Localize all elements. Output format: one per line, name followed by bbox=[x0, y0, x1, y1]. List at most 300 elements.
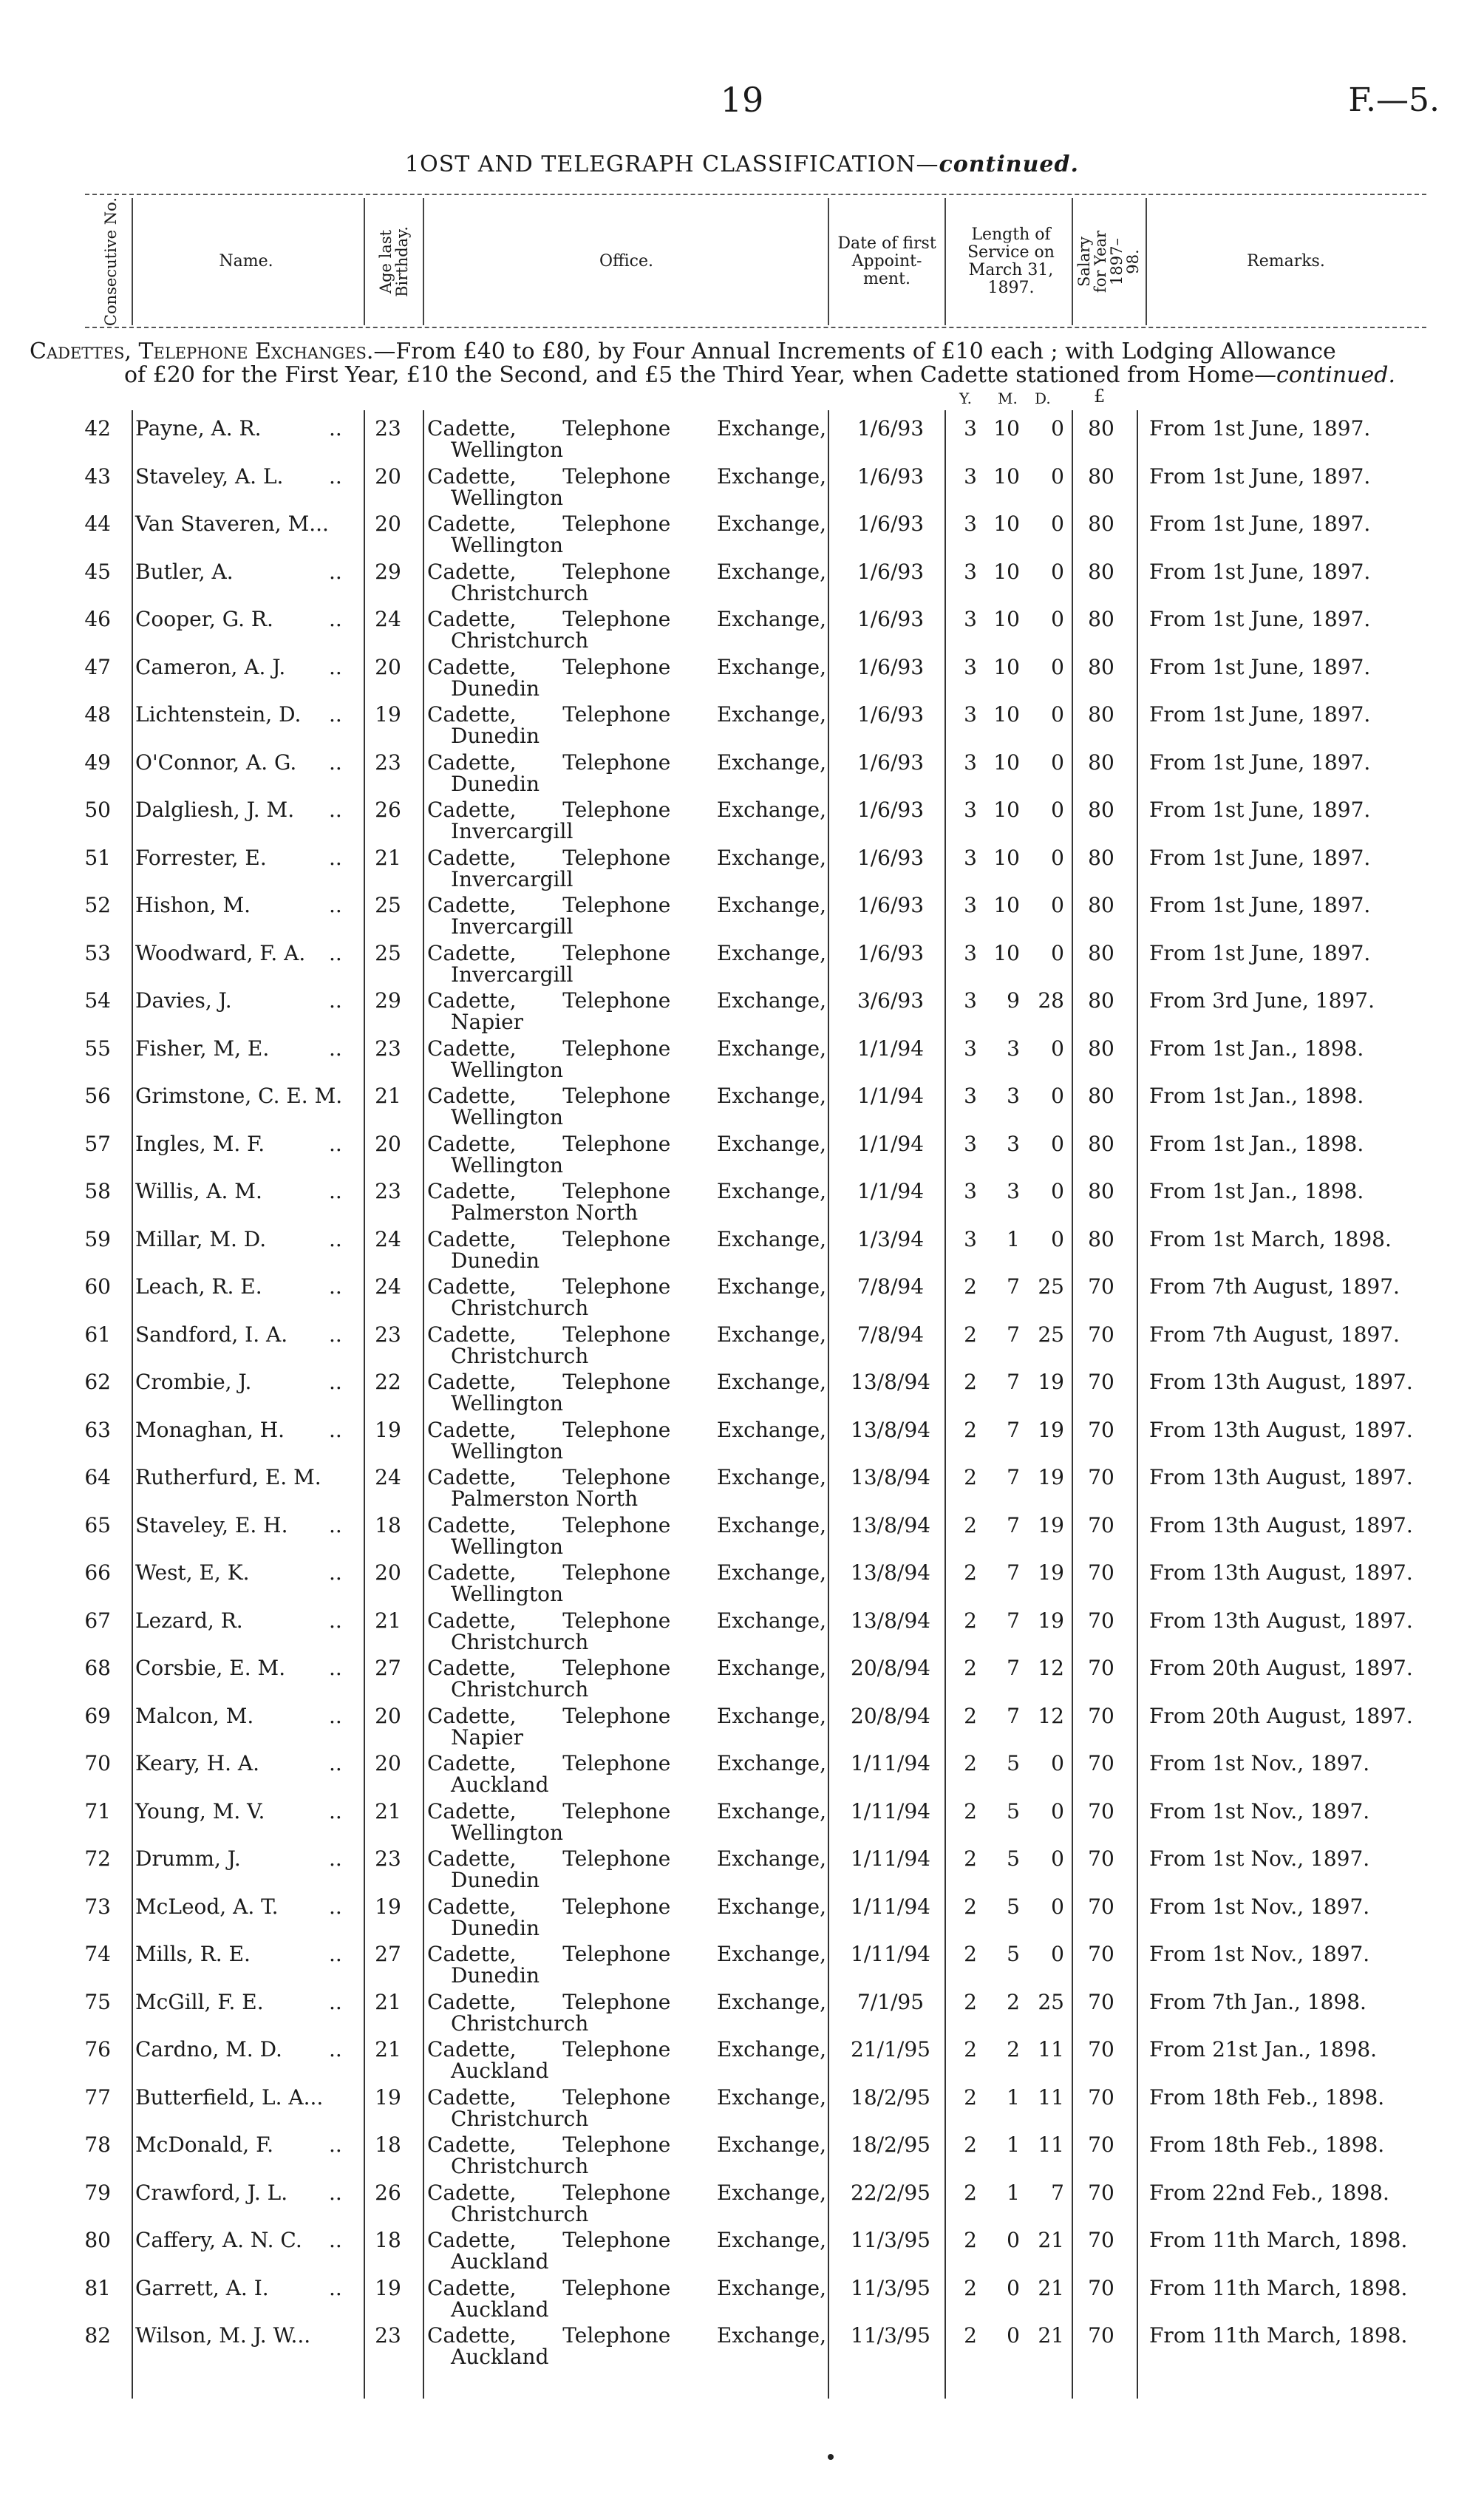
appointment-date: 1/11/94 bbox=[851, 1942, 930, 1966]
age: 29 bbox=[375, 988, 401, 1013]
remarks: From 1st June, 1897. bbox=[1149, 798, 1371, 822]
service-months: 9 bbox=[1007, 988, 1020, 1013]
employee-name: Mills, R. E. bbox=[135, 1942, 251, 1966]
row-number: 60 bbox=[84, 1274, 111, 1299]
service-years: 2 bbox=[964, 1322, 977, 1347]
table-row bbox=[0, 1698, 1484, 1750]
office-place: Christchurch bbox=[451, 2106, 589, 2131]
office-word: Exchange, bbox=[716, 463, 826, 489]
service-years: 2 bbox=[964, 2180, 977, 2205]
row-number: 51 bbox=[84, 845, 111, 870]
table-row bbox=[0, 935, 1484, 987]
employee-name: Lezard, R. bbox=[135, 1608, 243, 1633]
service-days: 19 bbox=[1038, 1512, 1064, 1537]
office-word: Telephone bbox=[562, 1370, 671, 1394]
salary: 80 bbox=[1088, 559, 1114, 584]
remarks: From 1st Jan., 1898. bbox=[1149, 1036, 1364, 1061]
office-word: Exchange, bbox=[716, 988, 826, 1013]
leader-dots: .. bbox=[329, 2132, 342, 2157]
row-number: 66 bbox=[84, 1560, 111, 1585]
appointment-date: 1/1/94 bbox=[857, 1084, 925, 1108]
header-divider bbox=[364, 198, 365, 325]
row-number: 56 bbox=[84, 1084, 111, 1108]
office-word: Telephone bbox=[562, 1703, 671, 1728]
leader-dots: .. bbox=[329, 702, 342, 727]
office-place: Auckland bbox=[451, 2059, 549, 2083]
office-word: Cadette, bbox=[427, 2323, 517, 2348]
office-word: Cadette, bbox=[427, 988, 517, 1013]
appointment-date: 1/11/94 bbox=[851, 1846, 930, 1871]
table-row bbox=[0, 1126, 1484, 1177]
office-word: Telephone bbox=[562, 2180, 671, 2205]
age: 19 bbox=[375, 2084, 401, 2110]
office-place: Wellington bbox=[451, 1105, 564, 1129]
table-row bbox=[0, 887, 1484, 939]
office-word: Telephone bbox=[562, 559, 671, 584]
leader-dots: .. bbox=[329, 607, 342, 631]
remarks: From 1st March, 1898. bbox=[1149, 1226, 1392, 1251]
office-word: Telephone bbox=[562, 893, 671, 917]
office-word: Telephone bbox=[562, 1656, 671, 1680]
age: 20 bbox=[375, 1560, 401, 1585]
row-number: 65 bbox=[84, 1512, 111, 1537]
office-word: Exchange, bbox=[716, 2084, 826, 2110]
remarks: From 1st Jan., 1898. bbox=[1149, 1179, 1364, 1203]
service-days: 0 bbox=[1051, 1751, 1064, 1775]
age: 23 bbox=[375, 1322, 401, 1347]
service-months: 7 bbox=[1007, 1370, 1020, 1394]
service-days: 0 bbox=[1051, 1226, 1064, 1251]
table-row bbox=[0, 792, 1484, 843]
table-row bbox=[0, 1268, 1484, 1320]
remarks: From 21st Jan., 1898. bbox=[1149, 2037, 1378, 2062]
service-years: 2 bbox=[964, 1894, 977, 1919]
office-word: Cadette, bbox=[427, 1703, 517, 1728]
appointment-date: 7/8/94 bbox=[857, 1274, 925, 1299]
salary: 70 bbox=[1088, 1798, 1114, 1823]
document-code: F.—5. bbox=[1348, 81, 1440, 119]
office-place: Invercargill bbox=[451, 962, 573, 987]
office-word: Exchange, bbox=[716, 654, 826, 679]
salary: 70 bbox=[1088, 1322, 1114, 1347]
page-number: 19 bbox=[720, 80, 764, 120]
service-months: 3 bbox=[1007, 1036, 1020, 1061]
row-number: 74 bbox=[84, 1942, 111, 1966]
office-place: Auckland bbox=[451, 1772, 549, 1797]
service-months: 7 bbox=[1007, 1274, 1020, 1299]
service-years: 2 bbox=[964, 1512, 977, 1537]
age: 20 bbox=[375, 1703, 401, 1728]
service-months: 5 bbox=[1007, 1846, 1020, 1871]
office-word: Cadette, bbox=[427, 750, 517, 775]
office-place: Wellington bbox=[451, 1391, 564, 1415]
office-place: Invercargill bbox=[451, 819, 573, 843]
employee-name: McDonald, F. bbox=[135, 2132, 274, 2157]
office-place: Dunedin bbox=[451, 724, 540, 748]
salary: 70 bbox=[1088, 1751, 1114, 1775]
employee-name: Rutherfurd, E. M. bbox=[135, 1465, 321, 1489]
service-years: 2 bbox=[964, 2084, 977, 2110]
service-months: 10 bbox=[993, 750, 1020, 775]
age: 23 bbox=[375, 1179, 401, 1203]
service-days: 12 bbox=[1038, 1703, 1064, 1728]
service-years: 2 bbox=[964, 1370, 977, 1394]
age: 23 bbox=[375, 2323, 401, 2348]
office-word: Cadette, bbox=[427, 1084, 517, 1108]
service-months: 7 bbox=[1007, 1703, 1020, 1728]
unit-pound: £ bbox=[1094, 386, 1106, 407]
office-word: Exchange, bbox=[716, 1894, 826, 1919]
row-number: 48 bbox=[84, 702, 111, 727]
office-word: Exchange, bbox=[716, 1274, 826, 1299]
leader-dots: .. bbox=[329, 654, 342, 679]
service-years: 2 bbox=[964, 1942, 977, 1966]
service-years: 3 bbox=[964, 750, 977, 775]
service-days: 19 bbox=[1038, 1370, 1064, 1394]
leader-dots: .. bbox=[329, 1036, 342, 1061]
service-months: 1 bbox=[1007, 1226, 1020, 1251]
office-word: Cadette, bbox=[427, 654, 517, 679]
service-years: 3 bbox=[964, 511, 977, 536]
office-word: Telephone bbox=[562, 463, 671, 489]
leader-dots: .. bbox=[329, 1226, 342, 1251]
office-word: Exchange, bbox=[716, 1656, 826, 1680]
employee-name: Garrett, A. I. bbox=[135, 2275, 269, 2300]
age: 21 bbox=[375, 845, 401, 870]
office-word: Exchange, bbox=[716, 416, 826, 441]
service-years: 2 bbox=[964, 1989, 977, 2014]
employee-name: Willis, A. M. bbox=[135, 1179, 262, 1203]
table-row bbox=[0, 2175, 1484, 2226]
salary: 80 bbox=[1088, 1179, 1114, 1203]
appointment-date: 1/11/94 bbox=[851, 1798, 930, 1823]
office-word: Telephone bbox=[562, 1989, 671, 2014]
appointment-date: 13/8/94 bbox=[851, 1465, 930, 1489]
office-place: Christchurch bbox=[451, 580, 589, 605]
remarks: From 13th August, 1897. bbox=[1149, 1608, 1413, 1633]
salary: 70 bbox=[1088, 2275, 1114, 2300]
service-days: 0 bbox=[1051, 1894, 1064, 1919]
appointment-date: 1/6/93 bbox=[857, 463, 925, 489]
employee-name: Forrester, E. bbox=[135, 845, 267, 870]
remarks: From 1st Nov., 1897. bbox=[1149, 1846, 1370, 1871]
service-months: 10 bbox=[993, 416, 1020, 441]
table-row bbox=[0, 744, 1484, 796]
salary: 80 bbox=[1088, 607, 1114, 631]
office-word: Cadette, bbox=[427, 1656, 517, 1680]
appointment-date: 7/8/94 bbox=[857, 1322, 925, 1347]
service-years: 3 bbox=[964, 416, 977, 441]
employee-name: Keary, H. A. bbox=[135, 1751, 260, 1775]
employee-name: Sandford, I. A. bbox=[135, 1322, 288, 1347]
office-word: Cadette, bbox=[427, 2275, 517, 2300]
table-row bbox=[0, 458, 1484, 510]
service-days: 19 bbox=[1038, 1417, 1064, 1442]
appointment-date: 13/8/94 bbox=[851, 1417, 930, 1442]
office-place: Wellington bbox=[451, 533, 564, 557]
employee-name: Leach, R. E. bbox=[135, 1274, 262, 1299]
service-months: 1 bbox=[1007, 2132, 1020, 2157]
table-row bbox=[0, 1507, 1484, 1559]
office-word: Exchange, bbox=[716, 893, 826, 917]
office-word: Telephone bbox=[562, 988, 671, 1013]
age: 27 bbox=[375, 1942, 401, 1966]
office-place: Wellington bbox=[451, 1152, 564, 1177]
leader-dots: .. bbox=[329, 559, 342, 584]
office-word: Cadette, bbox=[427, 1322, 517, 1347]
table-row bbox=[0, 554, 1484, 605]
office-word: Exchange, bbox=[716, 1417, 826, 1442]
employee-name: Lichtenstein, D. bbox=[135, 702, 302, 727]
salary: 80 bbox=[1088, 654, 1114, 679]
office-word: Exchange, bbox=[716, 1465, 826, 1489]
leader-dots: .. bbox=[329, 1417, 342, 1442]
leader-dots: .. bbox=[329, 1322, 342, 1347]
office-word: Exchange, bbox=[716, 1608, 826, 1633]
row-number: 50 bbox=[84, 798, 111, 822]
employee-name: Malcon, M. bbox=[135, 1703, 254, 1728]
row-number: 61 bbox=[84, 1322, 111, 1347]
service-months: 3 bbox=[1007, 1084, 1020, 1108]
office-word: Telephone bbox=[562, 2275, 671, 2300]
salary: 70 bbox=[1088, 1465, 1114, 1489]
employee-name: Cameron, A. J. bbox=[135, 654, 286, 679]
service-years: 3 bbox=[964, 893, 977, 917]
office-place: Wellington bbox=[451, 1438, 564, 1464]
age: 26 bbox=[375, 2180, 401, 2205]
service-months: 10 bbox=[993, 511, 1020, 536]
age: 21 bbox=[375, 1084, 401, 1108]
section-heading bbox=[30, 339, 1336, 364]
service-days: 21 bbox=[1038, 2275, 1064, 2300]
employee-name: Cooper, G. R. bbox=[135, 607, 273, 631]
table-row bbox=[0, 1936, 1484, 1988]
office-word: Cadette, bbox=[427, 1942, 517, 1966]
table-row bbox=[0, 1412, 1484, 1464]
table-row bbox=[0, 982, 1484, 1034]
appointment-date: 21/1/95 bbox=[851, 2037, 930, 2062]
employee-name: Butterfield, L. A... bbox=[135, 2084, 324, 2110]
row-number: 43 bbox=[84, 463, 111, 489]
service-months: 0 bbox=[1007, 2275, 1020, 2300]
age: 24 bbox=[375, 607, 401, 631]
office-word: Exchange, bbox=[716, 1322, 826, 1347]
office-place: Christchurch bbox=[451, 1296, 589, 1320]
office-word: Cadette, bbox=[427, 1751, 517, 1775]
age: 21 bbox=[375, 2037, 401, 2062]
row-number: 64 bbox=[84, 1465, 111, 1489]
remarks: From 1st June, 1897. bbox=[1149, 511, 1371, 536]
employee-name: Corsbie, E. M. bbox=[135, 1656, 286, 1680]
office-word: Exchange, bbox=[716, 1751, 826, 1775]
employee-name: Butler, A. bbox=[135, 559, 234, 584]
row-number: 76 bbox=[84, 2037, 111, 2062]
row-number: 79 bbox=[84, 2180, 111, 2205]
appointment-date: 1/6/93 bbox=[857, 893, 925, 917]
age: 23 bbox=[375, 416, 401, 441]
row-number: 77 bbox=[84, 2084, 111, 2110]
salary: 80 bbox=[1088, 511, 1114, 536]
office-word: Exchange, bbox=[716, 798, 826, 822]
age: 19 bbox=[375, 1417, 401, 1442]
salary: 70 bbox=[1088, 1512, 1114, 1537]
service-days: 0 bbox=[1051, 654, 1064, 679]
salary: 70 bbox=[1088, 2037, 1114, 2062]
employee-name: Ingles, M. F. bbox=[135, 1131, 265, 1156]
office-word: Exchange, bbox=[716, 1036, 826, 1061]
age: 27 bbox=[375, 1656, 401, 1680]
office-word: Exchange, bbox=[716, 1703, 826, 1728]
service-days: 0 bbox=[1051, 702, 1064, 727]
salary: 70 bbox=[1088, 2228, 1114, 2252]
office-word: Telephone bbox=[562, 1084, 671, 1108]
age: 19 bbox=[375, 1894, 401, 1919]
office-word: Cadette, bbox=[427, 607, 517, 631]
row-number: 71 bbox=[84, 1798, 111, 1823]
running-title-main: 1OST AND TELEGRAPH CLASSIFICATION— bbox=[405, 152, 939, 177]
appointment-date: 1/6/93 bbox=[857, 798, 925, 822]
service-months: 7 bbox=[1007, 1512, 1020, 1537]
header-divider bbox=[423, 198, 424, 325]
office-place: Christchurch bbox=[451, 1677, 589, 1702]
remarks: From 7th Jan., 1898. bbox=[1149, 1989, 1366, 2014]
service-days: 19 bbox=[1038, 1465, 1064, 1489]
office-word: Exchange, bbox=[716, 1846, 826, 1871]
remarks: From 1st Nov., 1897. bbox=[1149, 1798, 1370, 1823]
service-years: 3 bbox=[964, 940, 977, 965]
leader-dots: .. bbox=[329, 1274, 342, 1299]
office-place: Christchurch bbox=[451, 1629, 589, 1654]
leader-dots: .. bbox=[329, 1989, 342, 2014]
office-word: Cadette, bbox=[427, 1226, 517, 1251]
appointment-date: 1/1/94 bbox=[857, 1179, 925, 1203]
service-days: 0 bbox=[1051, 798, 1064, 822]
employee-name: Van Staveren, M... bbox=[135, 511, 329, 536]
service-months: 10 bbox=[993, 702, 1020, 727]
row-number: 70 bbox=[84, 1751, 111, 1775]
header-date: Date of first Appoint-ment. bbox=[837, 234, 936, 288]
office-place: Wellington bbox=[451, 1057, 564, 1082]
office-place: Auckland bbox=[451, 2297, 549, 2322]
service-years: 2 bbox=[964, 1465, 977, 1489]
table-row bbox=[0, 1793, 1484, 1845]
service-months: 7 bbox=[1007, 1656, 1020, 1680]
service-days: 0 bbox=[1051, 607, 1064, 631]
remarks: From 1st Nov., 1897. bbox=[1149, 1751, 1370, 1775]
employee-name: Cardno, M. D. bbox=[135, 2037, 282, 2062]
service-months: 7 bbox=[1007, 1608, 1020, 1633]
leader-dots: .. bbox=[329, 940, 342, 965]
header-office: Office. bbox=[599, 252, 654, 271]
service-months: 5 bbox=[1007, 1942, 1020, 1966]
service-days: 21 bbox=[1038, 2228, 1064, 2252]
office-word: Telephone bbox=[562, 1560, 671, 1585]
office-word: Telephone bbox=[562, 511, 671, 536]
service-months: 7 bbox=[1007, 1417, 1020, 1442]
section-description: —From £40 to £80, by Four Annual Increments of £10 each ; with Lodging Allowance bbox=[373, 339, 1336, 364]
salary: 80 bbox=[1088, 702, 1114, 727]
service-months: 5 bbox=[1007, 1894, 1020, 1919]
appointment-date: 1/11/94 bbox=[851, 1751, 930, 1775]
office-word: Telephone bbox=[562, 1179, 671, 1203]
appointment-date: 1/11/94 bbox=[851, 1894, 930, 1919]
age: 24 bbox=[375, 1465, 401, 1489]
service-days: 0 bbox=[1051, 1942, 1064, 1966]
office-word: Telephone bbox=[562, 2037, 671, 2062]
leader-dots: .. bbox=[329, 1370, 342, 1394]
employee-name: Davies, J. bbox=[135, 988, 232, 1013]
appointment-date: 1/6/93 bbox=[857, 607, 925, 631]
leader-dots: .. bbox=[329, 1560, 342, 1585]
section-heading-continued: of £20 for the First Year, £10 the Second, and £5 the Third Year, when Cadette stationed from Home—continued. bbox=[124, 362, 1395, 388]
employee-name: Young, M. V. bbox=[135, 1798, 265, 1823]
service-days: 0 bbox=[1051, 511, 1064, 536]
age: 20 bbox=[375, 654, 401, 679]
row-number: 53 bbox=[84, 940, 111, 965]
employee-name: Crawford, J. L. bbox=[135, 2180, 288, 2205]
office-word: Exchange, bbox=[716, 2228, 826, 2252]
table-row bbox=[0, 2270, 1484, 2322]
service-years: 2 bbox=[964, 2037, 977, 2062]
service-months: 1 bbox=[1007, 2084, 1020, 2110]
office-word: Telephone bbox=[562, 2084, 671, 2110]
service-months: 10 bbox=[993, 798, 1020, 822]
service-years: 3 bbox=[964, 1131, 977, 1156]
service-days: 0 bbox=[1051, 1131, 1064, 1156]
office-place: Wellington bbox=[451, 1582, 564, 1606]
service-days: 11 bbox=[1038, 2132, 1064, 2157]
employee-name: Hishon, M. bbox=[135, 893, 251, 917]
unit-years: Y. bbox=[959, 390, 972, 407]
leader-dots: .. bbox=[329, 463, 342, 489]
service-years: 2 bbox=[964, 1274, 977, 1299]
salary: 70 bbox=[1088, 2180, 1114, 2205]
office-place: Christchurch bbox=[451, 1343, 589, 1368]
age: 25 bbox=[375, 893, 401, 917]
age: 26 bbox=[375, 798, 401, 822]
office-word: Cadette, bbox=[427, 1417, 517, 1442]
remarks: From 1st June, 1897. bbox=[1149, 940, 1371, 965]
salary: 70 bbox=[1088, 1560, 1114, 1585]
header-consecutive-no: Consecutive No. bbox=[102, 197, 120, 327]
appointment-date: 22/2/95 bbox=[851, 2180, 930, 2205]
service-years: 3 bbox=[964, 654, 977, 679]
service-months: 0 bbox=[1007, 2323, 1020, 2348]
table-row bbox=[0, 2222, 1484, 2274]
employee-name: Wilson, M. J. W... bbox=[135, 2323, 311, 2348]
service-days: 12 bbox=[1038, 1656, 1064, 1680]
office-place: Palmerston North bbox=[451, 1200, 639, 1225]
salary: 80 bbox=[1088, 1084, 1114, 1108]
salary: 70 bbox=[1088, 1846, 1114, 1871]
office-word: Cadette, bbox=[427, 1894, 517, 1919]
office-word: Exchange, bbox=[716, 1798, 826, 1823]
office-place: Dunedin bbox=[451, 1868, 540, 1892]
appointment-date: 13/8/94 bbox=[851, 1560, 930, 1585]
appointment-date: 11/3/95 bbox=[851, 2323, 930, 2348]
leader-dots: .. bbox=[329, 1608, 342, 1633]
office-word: Telephone bbox=[562, 1942, 671, 1966]
remarks: From 18th Feb., 1898. bbox=[1149, 2132, 1385, 2157]
office-word: Telephone bbox=[562, 750, 671, 775]
office-place: Wellington bbox=[451, 1820, 564, 1845]
service-years: 2 bbox=[964, 1417, 977, 1442]
leader-dots: .. bbox=[329, 1703, 342, 1728]
service-years: 3 bbox=[964, 607, 977, 631]
appointment-date: 1/6/93 bbox=[857, 750, 925, 775]
age: 20 bbox=[375, 511, 401, 536]
service-years: 3 bbox=[964, 559, 977, 584]
